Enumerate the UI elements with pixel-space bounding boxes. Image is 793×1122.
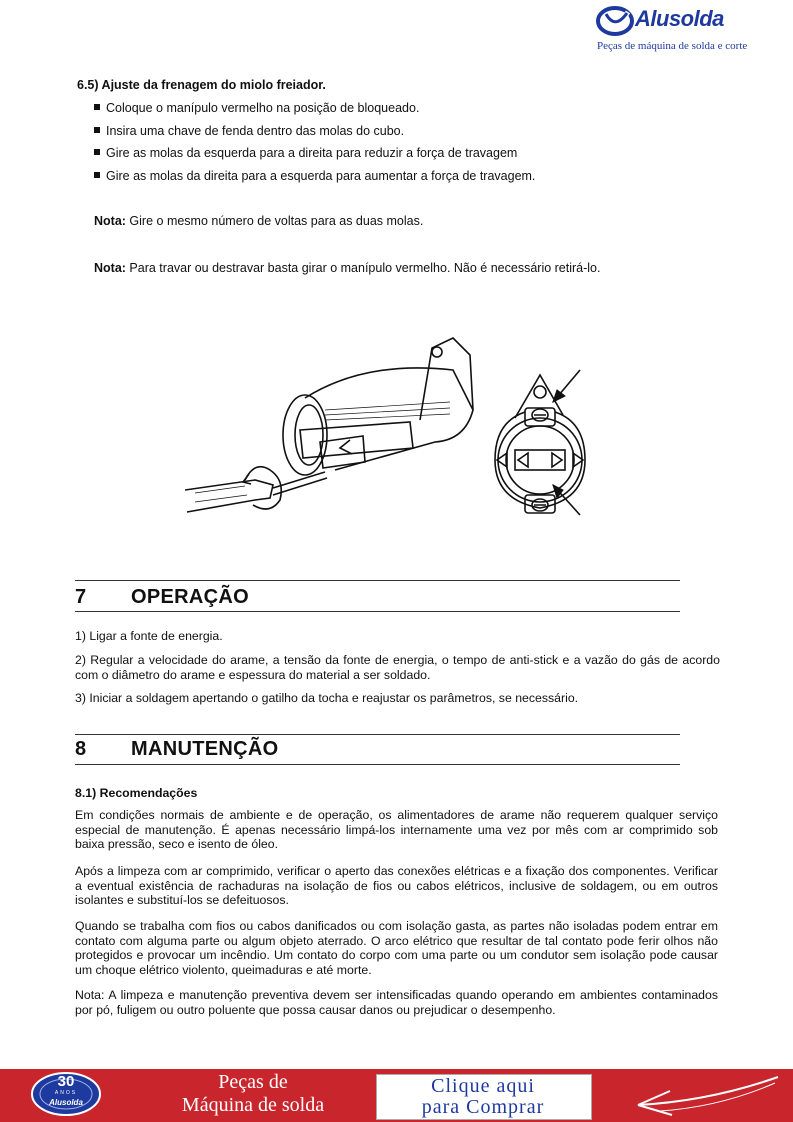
section-8-title: MANUTENÇÃO [131, 738, 279, 760]
pointing-arrow-icon [630, 1073, 780, 1118]
maintenance-paragraph-3: Quando se trabalha com fios ou cabos danificados ou com isolação gasta, as partes não isoladas podem entrar em contato com alguma parte ou algum objeto aterrado. O arco elétrico que resultar de tal contato pode ferir olhos não protegidos e provocar um incêndio. Um contato do corpo com uma parte ou um condutor sem isolação pode causar um choque elétrico violento, queimaduras e até morte. [75, 919, 718, 977]
badge-number: 30 [57, 1073, 75, 1090]
footer-slogan: Peças de Máquina de solda [181, 1071, 325, 1116]
divider [75, 611, 680, 612]
badge-small-text: ANOS [54, 1090, 78, 1096]
section-7-number: 7 [75, 586, 87, 608]
logo-swoosh-icon [595, 4, 637, 38]
section-6-5-title: 6.5) Ajuste da frenagem do miolo freiador. [77, 78, 326, 92]
anniversary-badge[interactable] [30, 1071, 102, 1117]
bullet-icon [94, 104, 100, 110]
operation-step-1: 1) Ligar a fonte de energia. [75, 629, 223, 643]
section-8-number: 8 [75, 738, 87, 760]
brand-logo[interactable] [595, 4, 755, 60]
bullet-icon [94, 127, 100, 133]
divider [75, 734, 680, 735]
maintenance-note: Nota: A limpeza e manutenção preventiva devem ser intensificadas quando operando em ambientes contaminados por pó, fuligem ou outro poluente que possa causar danos ou prejudicar o desempenho. [75, 988, 718, 1017]
badge-brand: Alusolda [49, 1098, 83, 1107]
divider [75, 764, 680, 765]
section-7-title: OPERAÇÃO [131, 586, 249, 608]
maintenance-paragraph-1: Em condições normais de ambiente e de operação, os alimentadores de arame não requerem qualquer serviço especial de manutenção. É apenas necessário limpá-los internamente uma vez por mês com ar comprimido sob baixa pressão, seco e isento de óleo. [75, 808, 718, 851]
operation-step-2: 2) Regular a velocidade do arame, a tensão da fonte de energia, o tempo de anti-stick e a vazão do gás de acordo com o diâmetro do arame e espessura do material a ser soldado. [75, 653, 720, 682]
list-item: Gire as molas da esquerda para a direita para reduzir a força de travagem [94, 145, 535, 168]
operation-step-3: 3) Iniciar a soldagem apertando o gatilho da tocha e reajustar os parâmetros, se necessário. [75, 691, 579, 705]
buy-button-label[interactable]: Clique aqui para Comprar [421, 1075, 545, 1118]
brand-name: Alusolda [635, 6, 724, 31]
note-1: Nota: Gire o mesmo número de voltas para as duas molas. [94, 214, 424, 228]
list-item: Coloque o manípulo vermelho na posição de bloqueado. [94, 100, 535, 123]
list-item: Gire as molas da direita para a esquerda para aumentar a força de travagem. [94, 168, 535, 191]
divider [75, 580, 680, 581]
note-2: Nota: Para travar ou destravar basta girar o manípulo vermelho. Não é necessário retirá-lo. [94, 261, 601, 275]
brake-adjustment-illustration [185, 330, 615, 530]
bullet-list [94, 100, 535, 190]
brand-tagline: Peças de máquina de solda e corte [597, 40, 748, 52]
bullet-icon [94, 172, 100, 178]
bullet-icon [94, 149, 100, 155]
section-8-1-subtitle: 8.1) Recomendações [75, 786, 198, 800]
maintenance-paragraph-2: Após a limpeza com ar comprimido, verificar o aperto das conexões elétricas e a fixação dos componentes. Verificar a eventual existência de rachaduras na isolação de fios ou cabos elétricos, inclusive de soldagem, ou em outros isolantes e substituí-los se defeituosos. [75, 864, 718, 907]
list-item: Insira uma chave de fenda dentro das molas do cubo. [94, 123, 535, 146]
